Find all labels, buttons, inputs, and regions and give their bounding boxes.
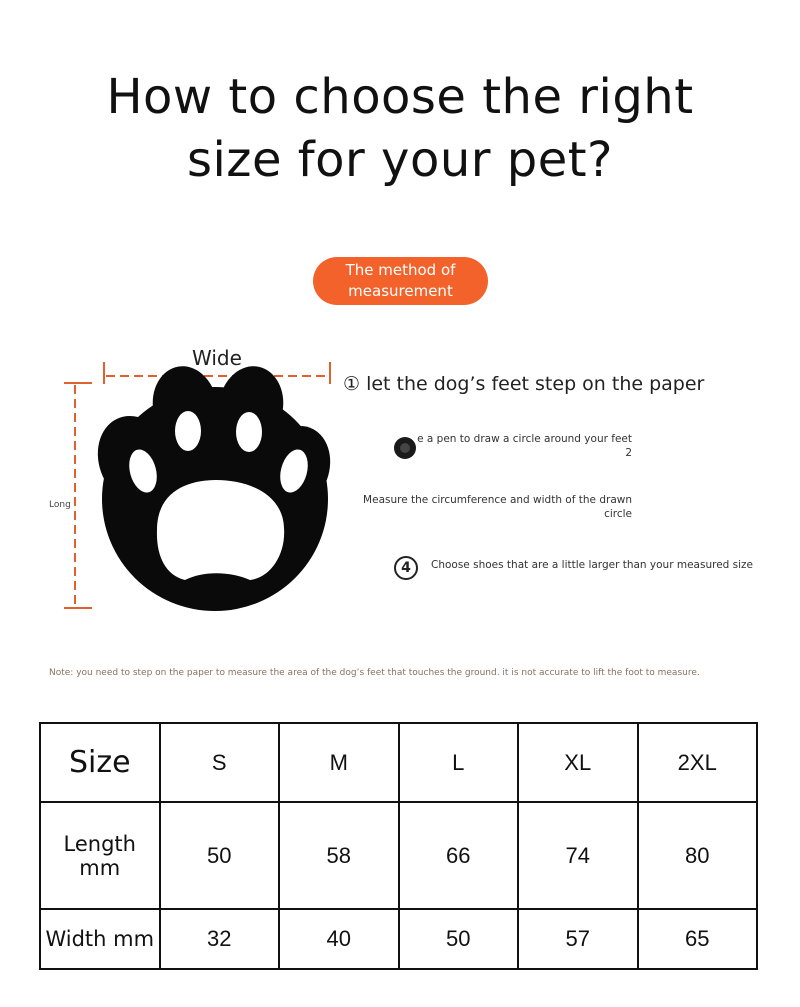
badge-line-1: The method of	[345, 261, 456, 279]
table-header-row	[40, 723, 757, 802]
table-row-length	[40, 802, 757, 909]
table-cell: 32	[160, 909, 280, 969]
table-cell: 50	[160, 802, 280, 909]
step-3-line-1: Measure the circumference and width of the drawn	[363, 494, 632, 506]
table-row-width	[40, 909, 757, 969]
header-cell-xl: XL	[518, 723, 638, 802]
step-3-text	[352, 493, 632, 521]
header-cell-s: S	[160, 723, 280, 802]
long-dimension-line	[64, 383, 92, 608]
measurement-note: Note: you need to step on the paper to measure the area of the dog’s feet that touches the ground. it is not accurate to lift the foot to measure.	[49, 668, 700, 678]
step-2-line-1: e a pen to draw a circle around your feet	[417, 433, 632, 445]
badge-line-2: measurement	[348, 282, 453, 300]
step-3-line-2: circle	[604, 508, 632, 520]
header-cell-m: M	[279, 723, 399, 802]
step-2-text	[400, 432, 632, 460]
row-label-length: Length mm	[40, 802, 160, 909]
header-cell-size: Size	[40, 723, 160, 802]
title-line-1: How to choose the right	[106, 69, 694, 125]
table-cell: 74	[518, 802, 638, 909]
table-cell: 50	[399, 909, 519, 969]
size-chart-table	[39, 722, 758, 970]
table-cell: 80	[638, 802, 758, 909]
long-label: Long	[49, 500, 71, 510]
wide-label: Wide	[192, 346, 242, 370]
table-cell: 66	[399, 802, 519, 909]
header-cell-l: L	[399, 723, 519, 802]
table-cell: 57	[518, 909, 638, 969]
header-cell-2xl: 2XL	[638, 723, 758, 802]
title-line-2: size for your pet?	[186, 132, 614, 188]
table-cell: 65	[638, 909, 758, 969]
table-cell: 58	[279, 802, 399, 909]
table-cell: 40	[279, 909, 399, 969]
step-1-text: ① let the dog’s feet step on the paper	[343, 373, 705, 395]
step-4-number-icon: 4	[394, 556, 418, 580]
step-4-text: Choose shoes that are a little larger than your measured size	[431, 559, 754, 571]
row-label-width: Width mm	[40, 909, 160, 969]
step-2-line-2: 2	[625, 447, 632, 459]
